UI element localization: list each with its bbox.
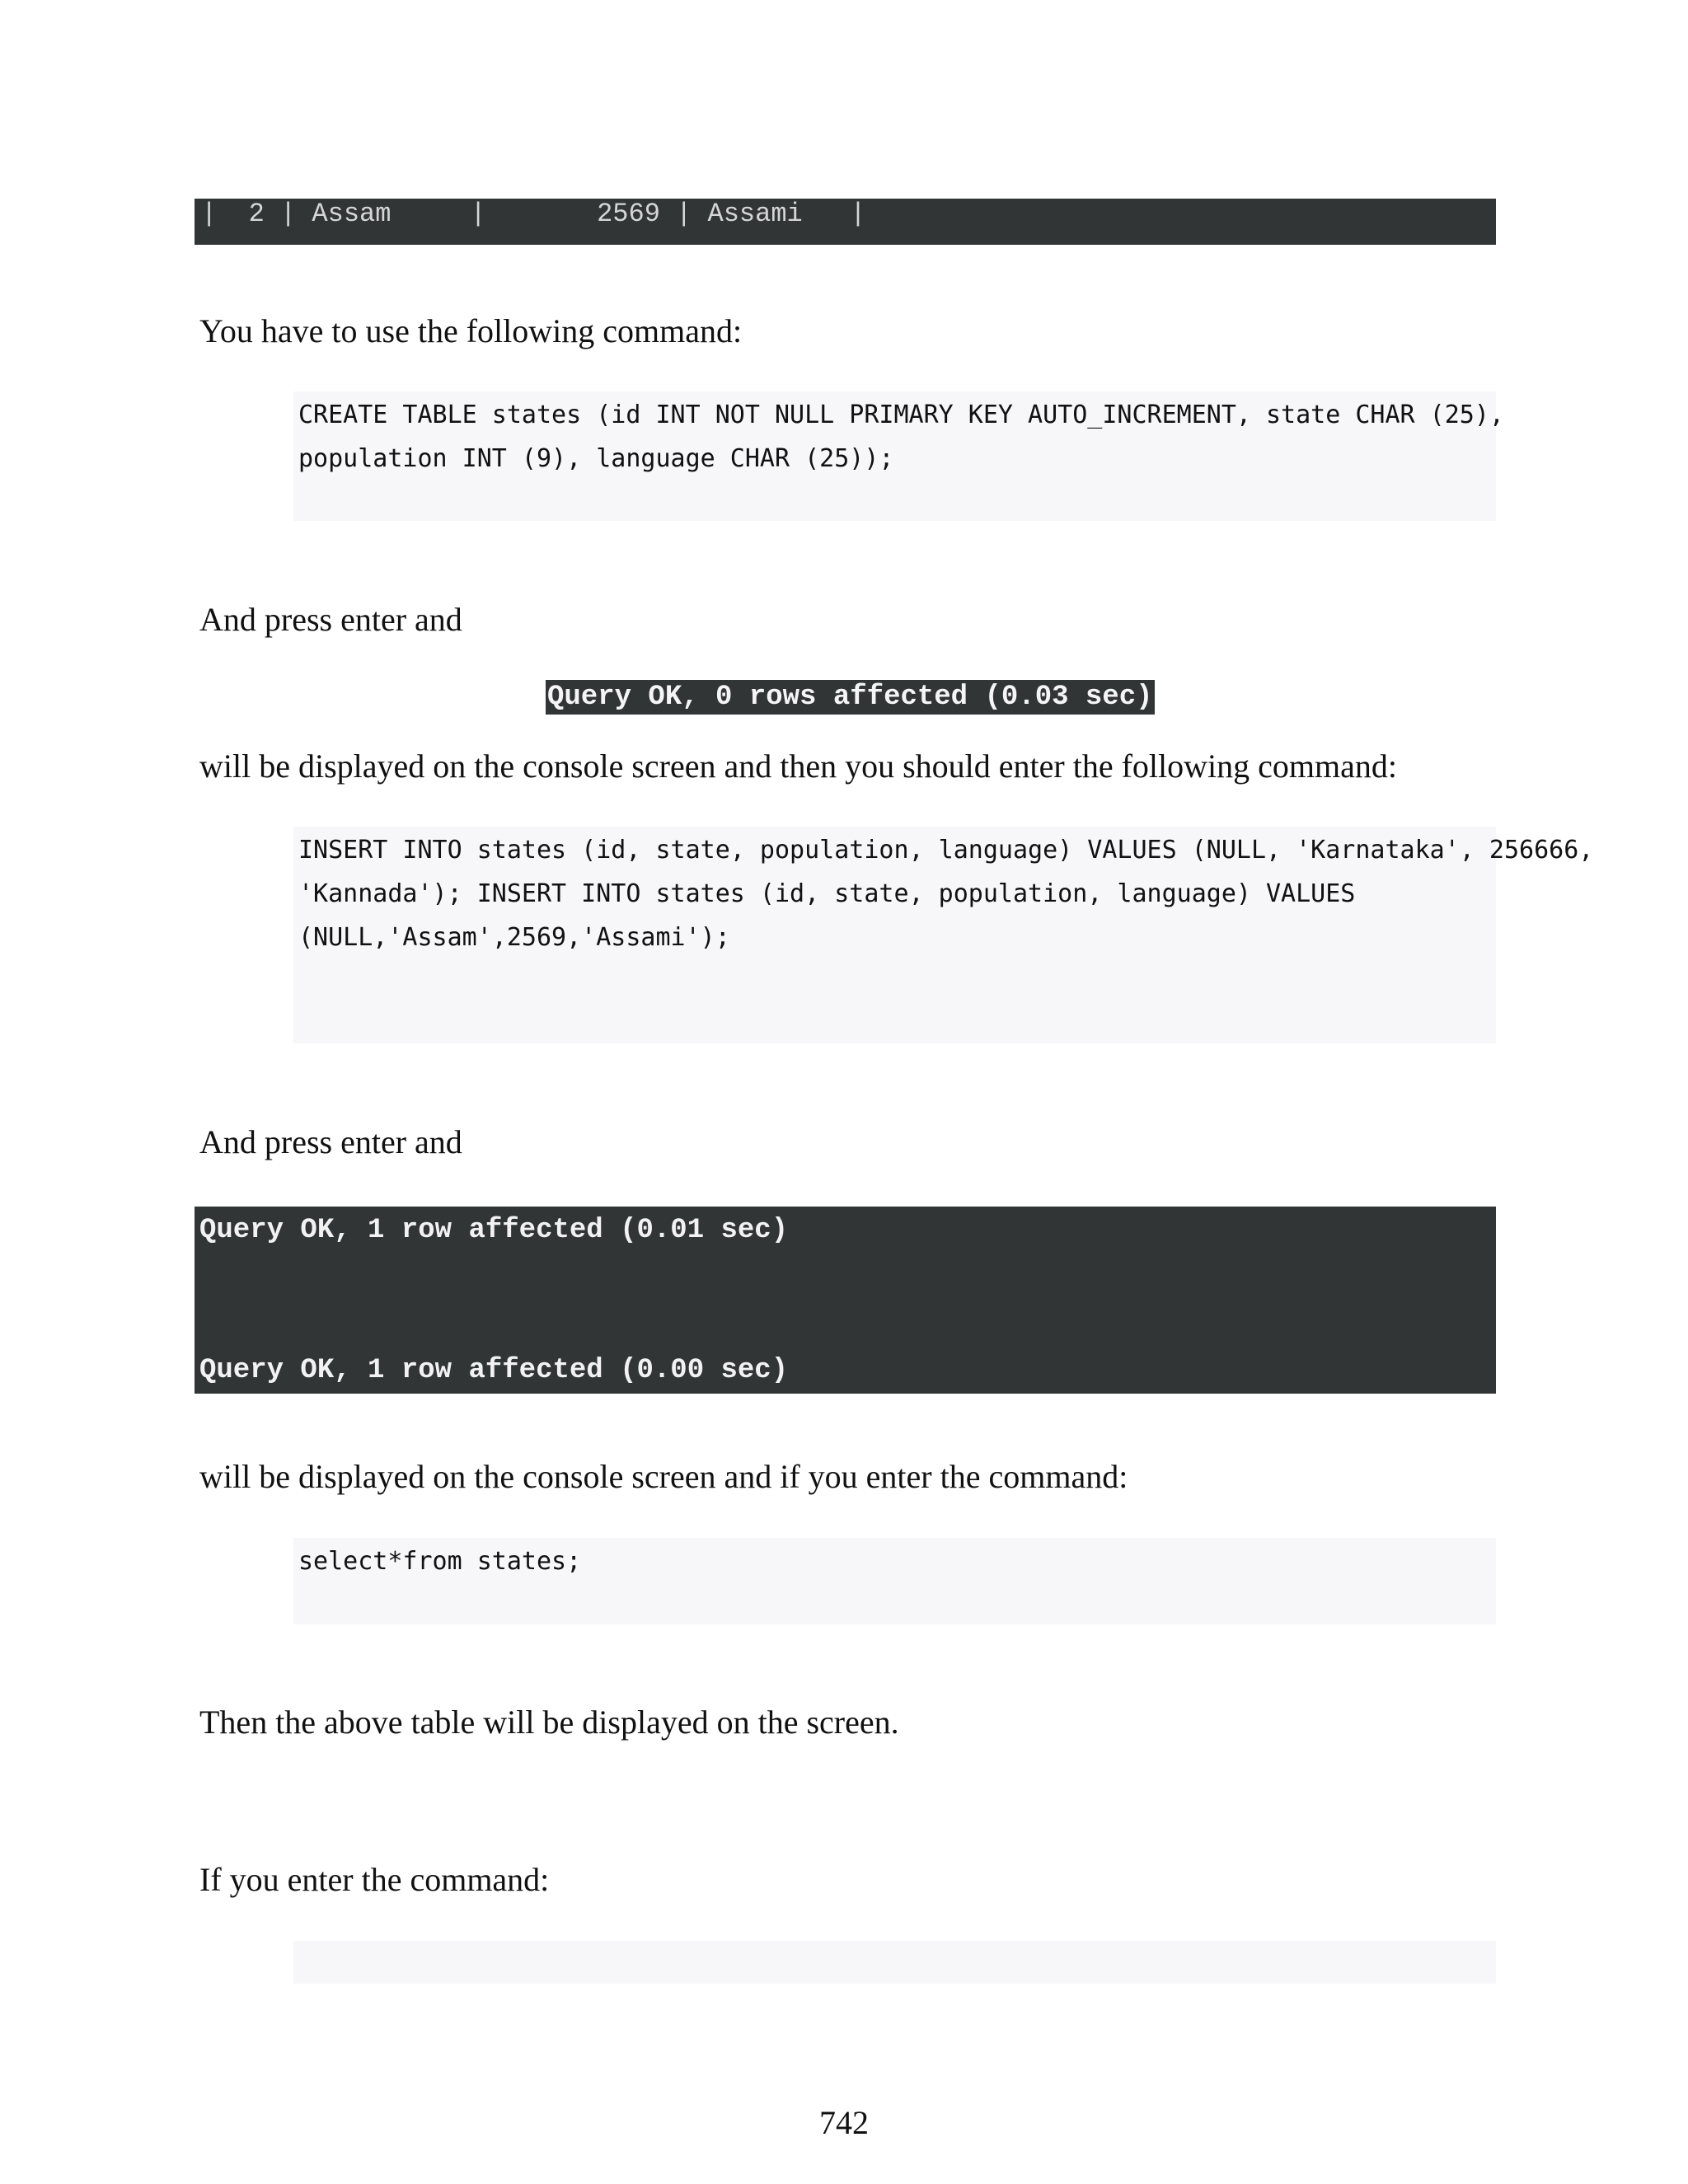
paragraph-press-enter-1: And press enter and <box>199 601 462 638</box>
code-line: (NULL,'Assam',2569,'Assami'); <box>298 923 730 952</box>
code-block-create-table <box>293 391 1504 521</box>
code-line: population INT (9), language CHAR (25)); <box>298 444 894 473</box>
paragraph-use-command: You have to use the following command: <box>199 312 743 349</box>
code-block-insert <box>293 827 1594 1043</box>
console-line: Query OK, 1 row affected (0.00 sec) <box>199 1355 789 1386</box>
paragraph-press-enter-2: And press enter and <box>199 1123 462 1160</box>
page-number: 742 <box>819 2104 869 2141</box>
code-line: 'Kannada'); INSERT INTO states (id, state, population, language) VALUES <box>298 879 1356 908</box>
paragraph-table-displayed: Then the above table will be displayed on the screen. <box>199 1704 899 1741</box>
paragraph-displayed-if: will be displayed on the console screen and if you enter the command: <box>199 1458 1128 1495</box>
code-line: CREATE TABLE states (id INT NOT NULL PRIMARY KEY AUTO_INCREMENT, state CHAR (25), <box>298 401 1504 429</box>
paragraph-if-enter: If you enter the command: <box>199 1861 550 1898</box>
console-output-insert <box>195 1207 1496 1394</box>
code-line: select*from states; <box>298 1547 582 1576</box>
console-output-row: | 2 | Assam | 2569 | Assami | <box>195 199 1496 245</box>
code-line: INSERT INTO states (id, state, population, language) VALUES (NULL, 'Karnataka', 256666, <box>298 836 1594 865</box>
paragraph-displayed-then: will be displayed on the console screen and then you should enter the following command: <box>199 748 1397 785</box>
console-line: Query OK, 1 row affected (0.01 sec) <box>199 1215 789 1246</box>
console-output-create: Query OK, 0 rows affected (0.03 sec) <box>547 682 1153 713</box>
code-block-select <box>293 1538 1496 1624</box>
code-block-empty <box>293 1941 1496 1984</box>
